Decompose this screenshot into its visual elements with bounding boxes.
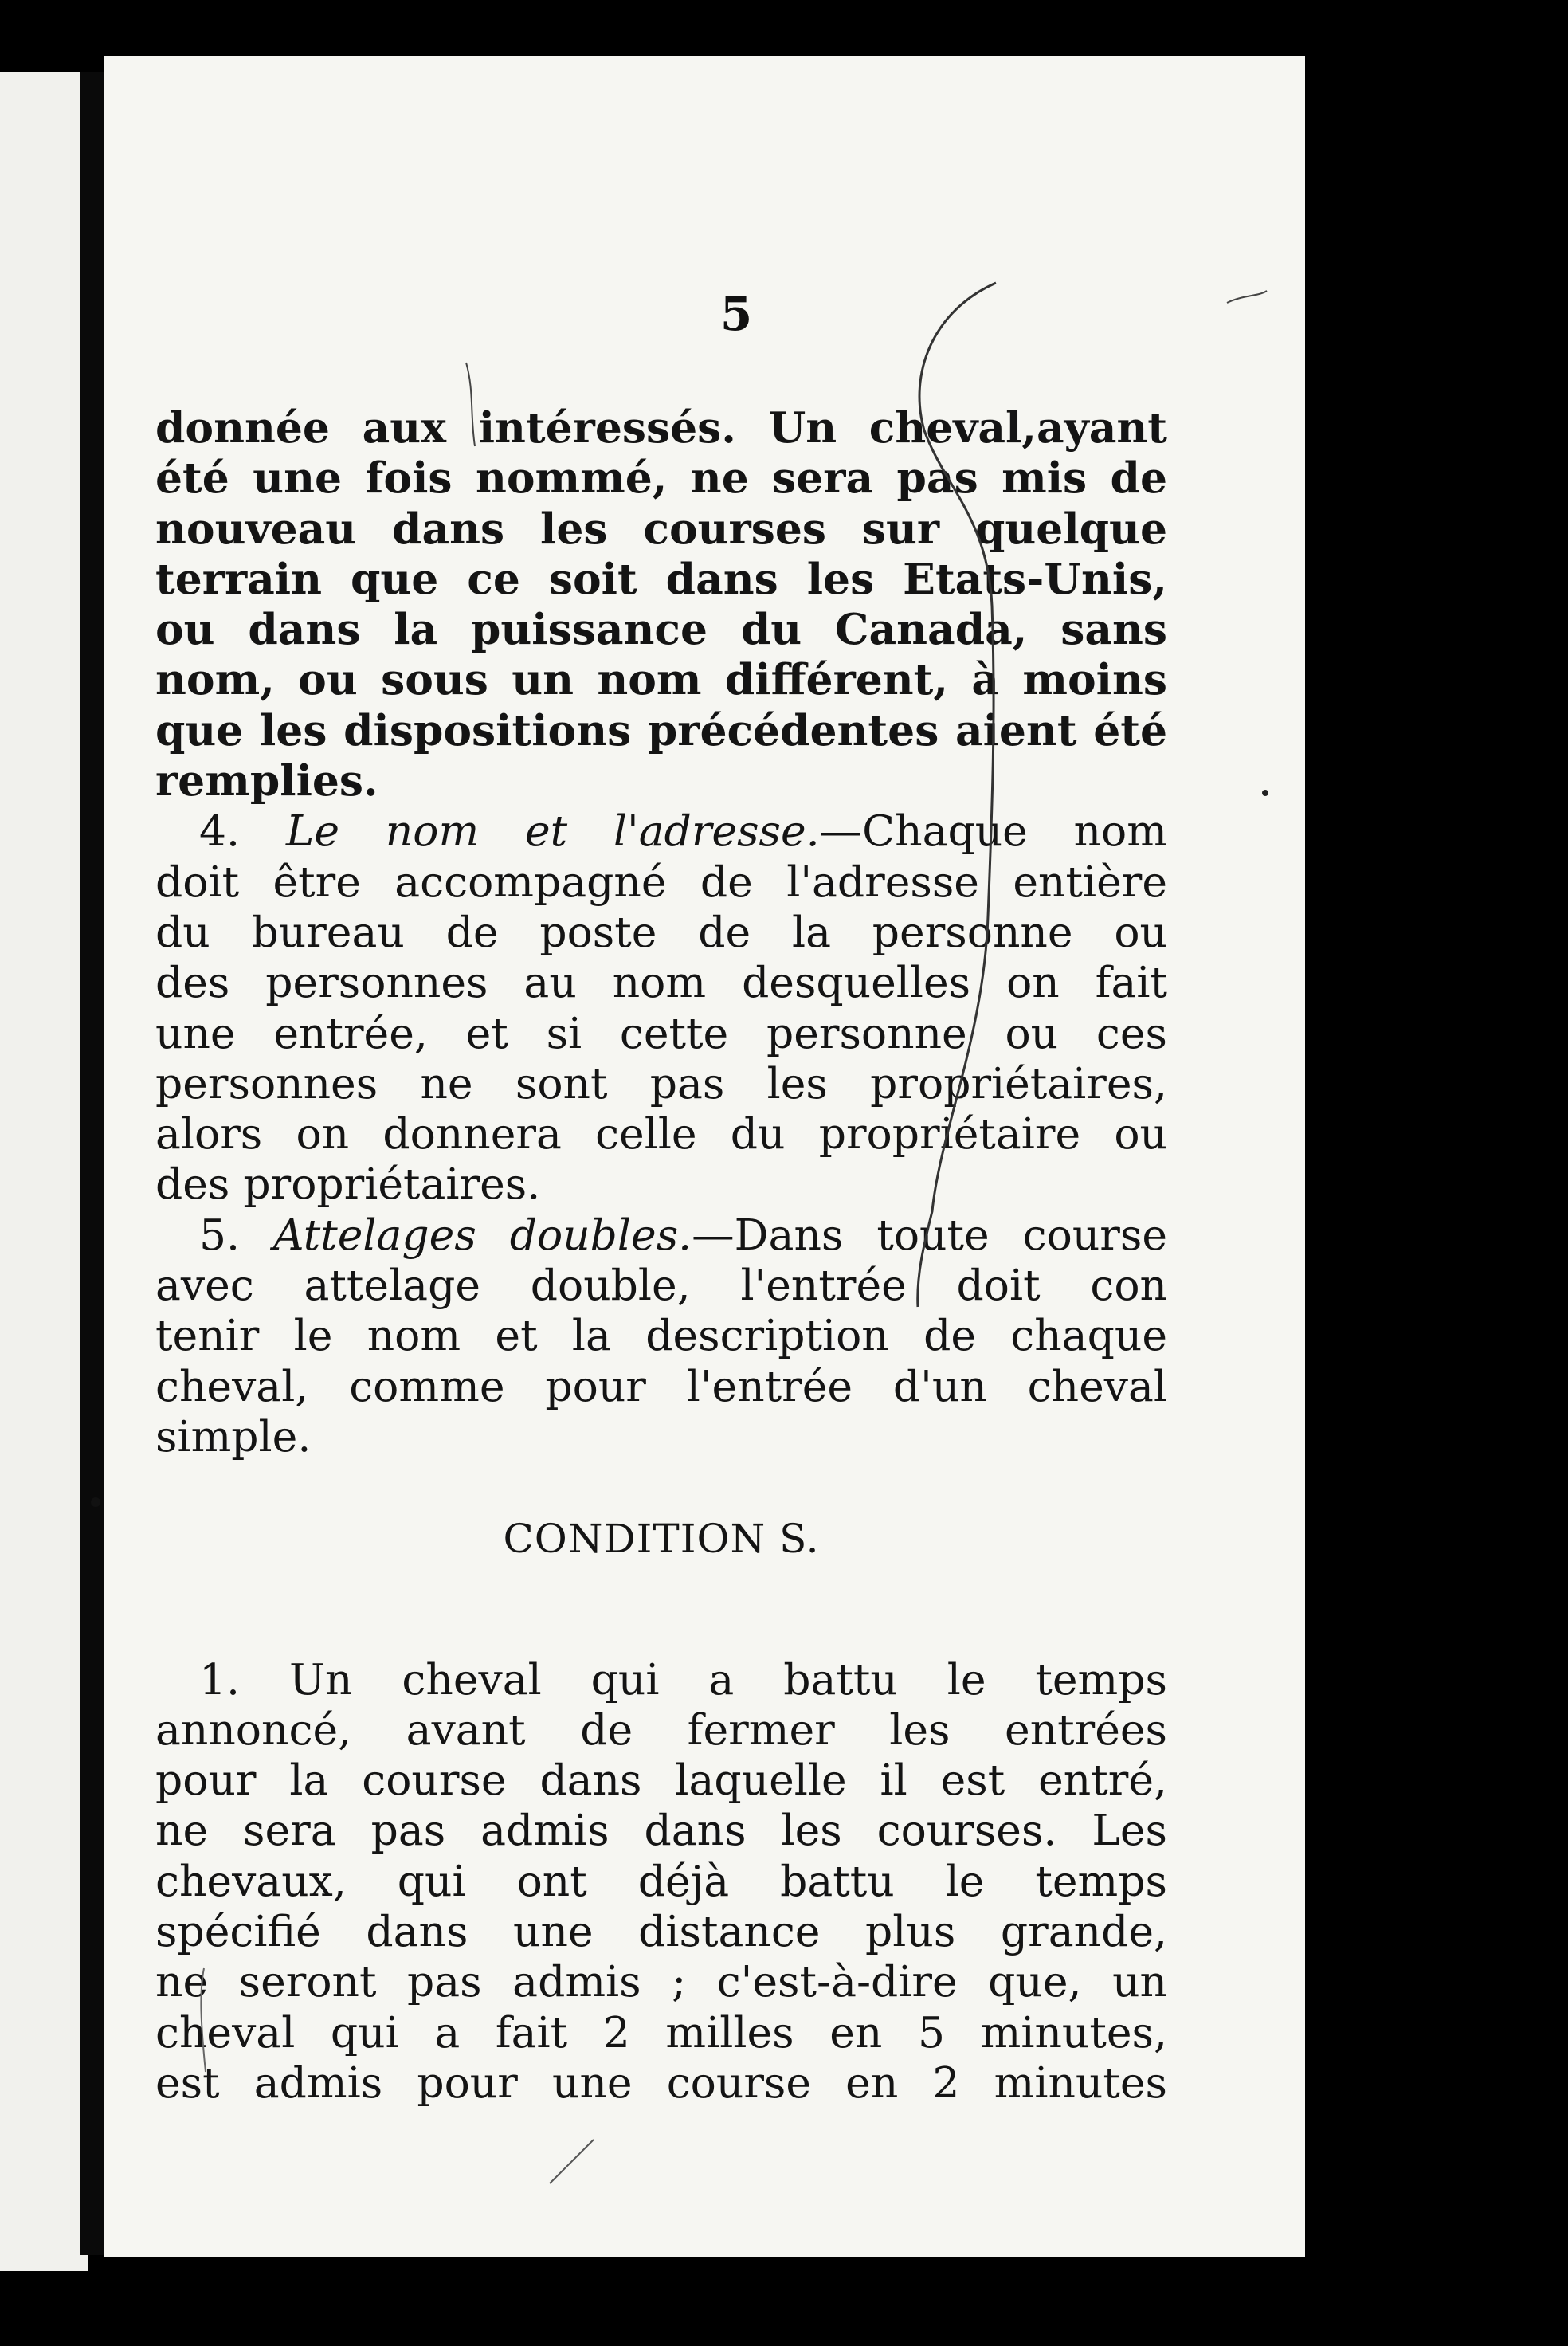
facing-page-edge bbox=[0, 72, 88, 2271]
text-line: simple. bbox=[155, 1410, 312, 1461]
text-line: été une fois nommé, ne sera pas mis de bbox=[155, 453, 1167, 504]
item-4-first-line-rest: —Chaque nom bbox=[819, 806, 1167, 857]
text-line: chevaux, qui ont déjà battu le temps bbox=[155, 1855, 1167, 1906]
text-line: tenir le nom et la description de chaque bbox=[155, 1310, 1167, 1361]
page-number: 5 bbox=[719, 287, 753, 341]
book-spine-shadow bbox=[80, 72, 104, 2255]
text-line: que les dispositions précédentes aient été bbox=[155, 704, 1167, 755]
item-5-subtitle: Attelages doubles. bbox=[273, 1209, 692, 1260]
text-line: des propriétaires. bbox=[155, 1159, 541, 1210]
text-line: annoncé, avant de fermer les entrées bbox=[155, 1704, 1167, 1755]
text-line: cheval, comme pour l'entrée d'un cheval bbox=[155, 1360, 1167, 1411]
text-line: nouveau dans les courses sur quelque bbox=[155, 503, 1167, 554]
text-line: est admis pour une course en 2 minutes bbox=[155, 2057, 1167, 2108]
text-line: pour la course dans laquelle il est entré, bbox=[155, 1755, 1167, 1806]
text-line: remplies. bbox=[155, 755, 378, 806]
text-line: doit être accompagné de l'adresse entière bbox=[155, 856, 1167, 907]
text-line: ne sera pas admis dans les courses. Les bbox=[155, 1805, 1167, 1856]
condition-1-first-line: 1. Un cheval qui a battu le temps bbox=[199, 1654, 1167, 1705]
text-line: ne seront pas admis ; c'est-à-dire que, un bbox=[155, 1956, 1167, 2007]
item-4-first-line bbox=[155, 806, 1167, 856]
text-line: ou dans la puissance du Canada, sans bbox=[155, 604, 1167, 655]
item-5-first-line bbox=[155, 1210, 1167, 1260]
text-line: une entrée, et si cette personne ou ces bbox=[155, 1007, 1167, 1058]
page-text bbox=[155, 402, 1167, 2108]
item-5-label: 5. bbox=[199, 1209, 241, 1260]
section-title: CONDITION S. bbox=[503, 1516, 820, 1563]
text-line: du bureau de poste de la personne ou bbox=[155, 906, 1167, 957]
text-line: des personnes au nom desquelles on fait bbox=[155, 957, 1167, 1008]
item-4-label: 4. bbox=[199, 806, 241, 857]
text-line: terrain que ce soit dans les Etats-Unis, bbox=[155, 553, 1167, 604]
text-line: alors on donnera celle du propriétaire ou bbox=[155, 1108, 1167, 1159]
item-5-first-line-rest: —Dans toute course bbox=[692, 1209, 1167, 1260]
item-4-subtitle: Le nom et l'adresse. bbox=[285, 806, 820, 857]
scan-border bbox=[1305, 0, 1568, 2346]
text-line: spécifié dans une distance plus grande, bbox=[155, 1906, 1167, 1957]
text-line: personnes ne sont pas les propriétaires, bbox=[155, 1057, 1167, 1108]
text-line: donnée aux intéressés. Un cheval,ayant bbox=[155, 402, 1167, 453]
text-line: nom, ou sous un nom différent, à moins bbox=[155, 654, 1167, 705]
text-line: cheval qui a fait 2 milles en 5 minutes, bbox=[155, 2007, 1167, 2058]
text-line: avec attelage double, l'entrée doit con bbox=[155, 1260, 1167, 1311]
